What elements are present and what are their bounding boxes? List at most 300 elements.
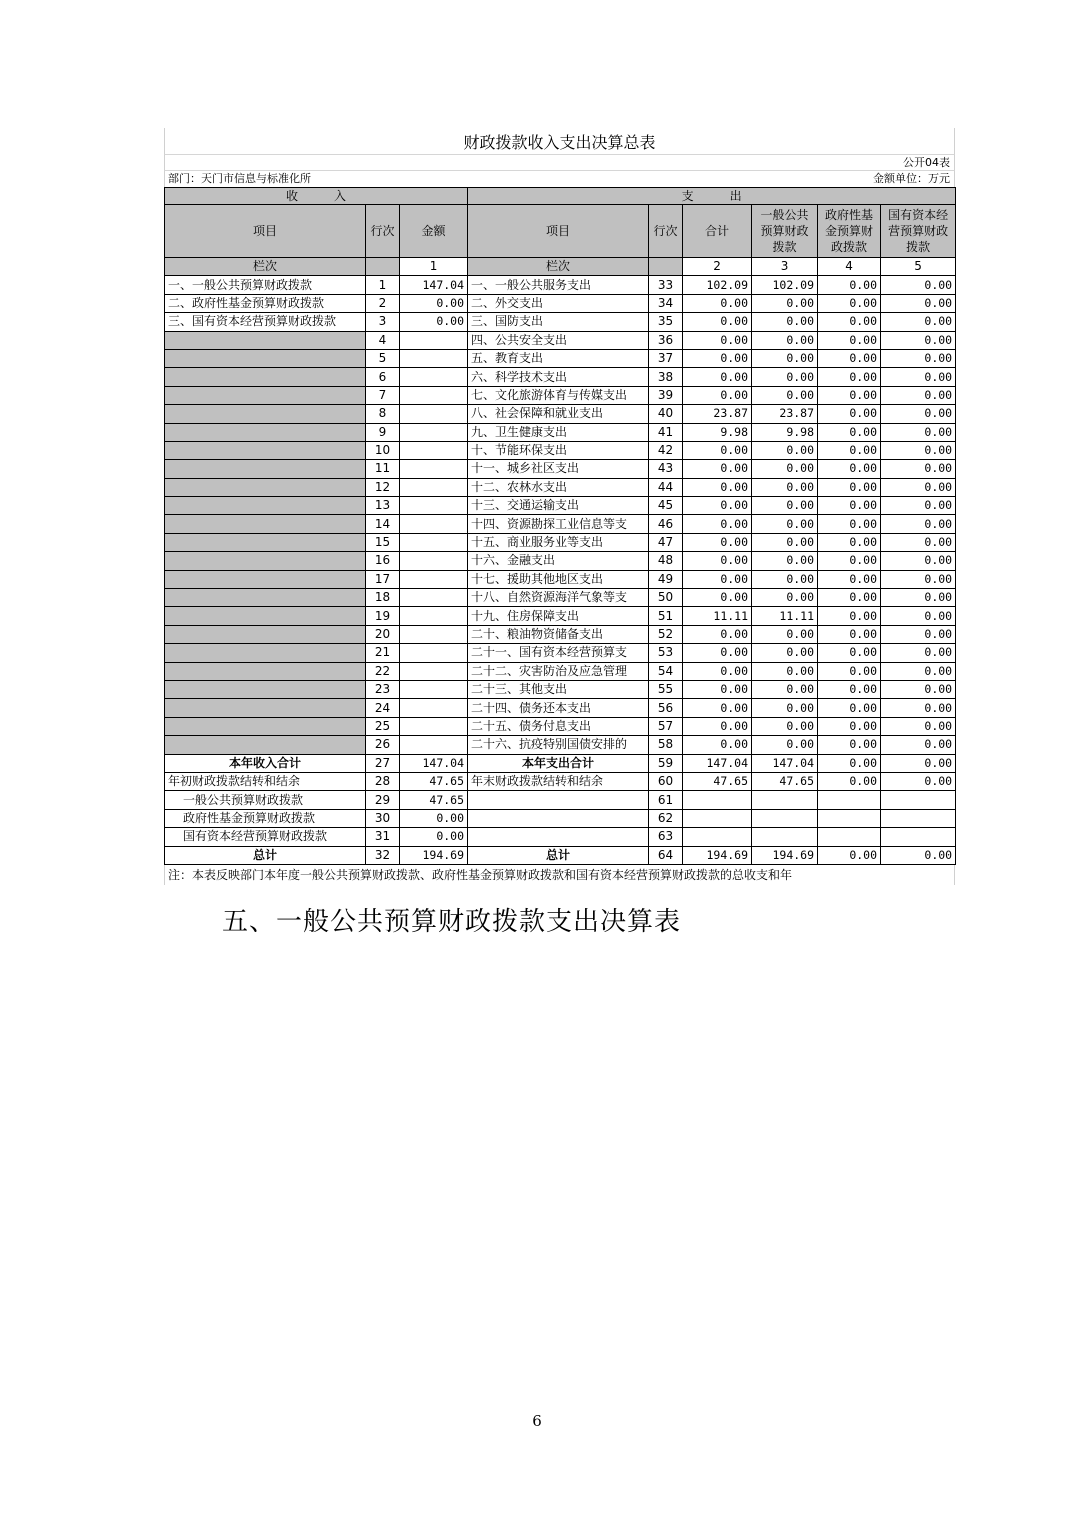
expense-row-no: 50 [649, 589, 683, 607]
expense-row-no: 60 [649, 772, 683, 790]
total-amount [683, 828, 752, 846]
income-amount [400, 570, 468, 588]
income-amount [400, 589, 468, 607]
state-capital-amount: 0.00 [881, 846, 956, 864]
expense-row-no: 59 [649, 754, 683, 772]
table-row [165, 772, 956, 790]
income-row-no: 16 [366, 552, 400, 570]
income-amount: 0.00 [400, 828, 468, 846]
gov-fund-amount: 0.00 [818, 497, 881, 515]
expense-row-no: 48 [649, 552, 683, 570]
expense-item: 二十、粮油物资储备支出 [468, 625, 649, 643]
total-amount: 0.00 [683, 552, 752, 570]
col-total: 合计 [683, 205, 752, 258]
table-row [165, 552, 956, 570]
expense-row-no: 58 [649, 736, 683, 754]
general-budget-amount: 47.65 [752, 772, 818, 790]
expense-item: 七、文化旅游体育与传媒支出 [468, 386, 649, 404]
expense-item: 十六、金融支出 [468, 552, 649, 570]
col-general-budget: 一般公共预算财政拨款 [752, 205, 818, 258]
income-row-no: 5 [366, 349, 400, 367]
expense-row-no: 57 [649, 717, 683, 735]
general-budget-amount [752, 809, 818, 827]
general-budget-amount: 147.04 [752, 754, 818, 772]
table-row [165, 717, 956, 735]
col-index-3: 3 [752, 258, 818, 276]
table-row [165, 570, 956, 588]
department-row [164, 170, 955, 187]
expense-item: 二、外交支出 [468, 294, 649, 312]
page-number: 6 [532, 1412, 542, 1430]
gov-fund-amount: 0.00 [818, 331, 881, 349]
expense-item [468, 809, 649, 827]
income-item: 年初财政拨款结转和结余 [165, 772, 366, 790]
income-row-no: 9 [366, 423, 400, 441]
expense-item: 十二、农林水支出 [468, 478, 649, 496]
expense-row-no: 56 [649, 699, 683, 717]
income-amount: 47.65 [400, 791, 468, 809]
income-row-no: 4 [366, 331, 400, 349]
state-capital-amount [881, 809, 956, 827]
expense-item: 十一、城乡社区支出 [468, 460, 649, 478]
total-amount: 0.00 [683, 386, 752, 404]
table-note: 注：本表反映部门本年度一般公共预算财政拨款、政府性基金预算财政拨款和国有资本经营预算财政拨款的总收支和年 [168, 867, 793, 882]
income-item [165, 699, 366, 717]
col-index-label: 栏次 [165, 258, 366, 276]
income-row-no: 1 [366, 276, 400, 294]
expense-row-no: 47 [649, 533, 683, 551]
table-row [165, 662, 956, 680]
total-amount: 0.00 [683, 699, 752, 717]
income-row-no: 27 [366, 754, 400, 772]
table-title: 财政拨款收入支出决算总表 [463, 133, 656, 152]
income-row-no: 30 [366, 809, 400, 827]
expense-row-no: 49 [649, 570, 683, 588]
col-index-blank [649, 258, 683, 276]
income-amount [400, 662, 468, 680]
income-amount: 47.65 [400, 772, 468, 790]
general-budget-amount: 23.87 [752, 405, 818, 423]
income-row-no: 6 [366, 368, 400, 386]
expense-row-no: 38 [649, 368, 683, 386]
gov-fund-amount: 0.00 [818, 717, 881, 735]
general-budget-amount: 0.00 [752, 386, 818, 404]
table-row [165, 441, 956, 459]
general-budget-amount: 0.00 [752, 331, 818, 349]
income-row-no: 28 [366, 772, 400, 790]
col-index-5: 5 [881, 258, 956, 276]
income-row-no: 17 [366, 570, 400, 588]
expense-row-no: 37 [649, 349, 683, 367]
income-item [165, 552, 366, 570]
col-income-item: 项目 [165, 205, 366, 258]
total-amount: 0.00 [683, 644, 752, 662]
gov-fund-amount [818, 809, 881, 827]
expense-row-no: 33 [649, 276, 683, 294]
income-item: 总计 [165, 846, 366, 864]
total-amount: 47.65 [683, 772, 752, 790]
table-row [165, 276, 956, 294]
form-number-row [164, 154, 955, 170]
col-index-4: 4 [818, 258, 881, 276]
state-capital-amount: 0.00 [881, 331, 956, 349]
income-amount [400, 515, 468, 533]
gov-fund-amount: 0.00 [818, 515, 881, 533]
general-budget-amount: 194.69 [752, 846, 818, 864]
gov-fund-amount: 0.00 [818, 699, 881, 717]
state-capital-amount: 0.00 [881, 460, 956, 478]
expense-item: 一、一般公共服务支出 [468, 276, 649, 294]
expense-item: 本年支出合计 [468, 754, 649, 772]
expense-item: 十、节能环保支出 [468, 441, 649, 459]
state-capital-amount: 0.00 [881, 625, 956, 643]
income-item [165, 607, 366, 625]
state-capital-amount: 0.00 [881, 772, 956, 790]
expense-item: 九、卫生健康支出 [468, 423, 649, 441]
state-capital-amount [881, 828, 956, 846]
total-amount: 0.00 [683, 515, 752, 533]
state-capital-amount: 0.00 [881, 533, 956, 551]
state-capital-amount: 0.00 [881, 699, 956, 717]
general-budget-amount: 9.98 [752, 423, 818, 441]
expense-row-no: 44 [649, 478, 683, 496]
gov-fund-amount: 0.00 [818, 405, 881, 423]
income-amount [400, 497, 468, 515]
general-budget-amount: 0.00 [752, 644, 818, 662]
total-amount: 0.00 [683, 570, 752, 588]
state-capital-amount: 0.00 [881, 589, 956, 607]
total-amount: 147.04 [683, 754, 752, 772]
total-amount: 102.09 [683, 276, 752, 294]
income-row-no: 24 [366, 699, 400, 717]
general-budget-amount: 0.00 [752, 441, 818, 459]
table-row [165, 644, 956, 662]
gov-fund-amount: 0.00 [818, 644, 881, 662]
income-row-no: 25 [366, 717, 400, 735]
total-amount [683, 809, 752, 827]
income-amount [400, 460, 468, 478]
general-budget-amount [752, 791, 818, 809]
income-amount [400, 607, 468, 625]
income-item [165, 478, 366, 496]
unit-label: 金额单位：万元 [873, 172, 950, 185]
gov-fund-amount: 0.00 [818, 589, 881, 607]
table-row [165, 791, 956, 809]
total-amount: 0.00 [683, 368, 752, 386]
income-amount [400, 552, 468, 570]
income-row-no: 26 [366, 736, 400, 754]
income-item [165, 441, 366, 459]
general-budget-amount: 0.00 [752, 313, 818, 331]
col-index-blank [366, 258, 400, 276]
table-row [165, 405, 956, 423]
expense-item: 十七、援助其他地区支出 [468, 570, 649, 588]
table-row [165, 313, 956, 331]
state-capital-amount: 0.00 [881, 515, 956, 533]
state-capital-amount: 0.00 [881, 736, 956, 754]
general-budget-amount: 0.00 [752, 680, 818, 698]
income-item [165, 644, 366, 662]
expense-row-no: 45 [649, 497, 683, 515]
general-budget-amount: 0.00 [752, 349, 818, 367]
income-amount: 0.00 [400, 294, 468, 312]
total-amount: 0.00 [683, 441, 752, 459]
income-row-no: 11 [366, 460, 400, 478]
total-amount: 0.00 [683, 717, 752, 735]
income-item [165, 662, 366, 680]
income-item [165, 331, 366, 349]
income-item [165, 386, 366, 404]
expense-row-no: 35 [649, 313, 683, 331]
income-row-no: 20 [366, 625, 400, 643]
expense-item: 二十二、灾害防治及应急管理 [468, 662, 649, 680]
table-row [165, 515, 956, 533]
gov-fund-amount: 0.00 [818, 754, 881, 772]
total-amount: 194.69 [683, 846, 752, 864]
total-amount: 0.00 [683, 313, 752, 331]
col-income-amount: 金额 [400, 205, 468, 258]
general-budget-amount: 0.00 [752, 460, 818, 478]
gov-fund-amount: 0.00 [818, 625, 881, 643]
column-index-row [165, 258, 956, 276]
expense-row-no: 36 [649, 331, 683, 349]
expense-item: 四、公共安全支出 [468, 331, 649, 349]
income-row-no: 12 [366, 478, 400, 496]
col-index-1: 1 [400, 258, 468, 276]
gov-fund-amount: 0.00 [818, 460, 881, 478]
total-amount: 11.11 [683, 607, 752, 625]
income-row-no: 21 [366, 644, 400, 662]
table-row [165, 625, 956, 643]
general-budget-amount: 11.11 [752, 607, 818, 625]
expense-item: 二十一、国有资本经营预算支 [468, 644, 649, 662]
income-item [165, 368, 366, 386]
expense-item [468, 791, 649, 809]
column-header-row [165, 205, 956, 258]
income-item: 国有资本经营预算财政拨款 [165, 828, 366, 846]
fiscal-appropriation-summary-sheet [164, 128, 955, 885]
income-row-no: 18 [366, 589, 400, 607]
income-item [165, 680, 366, 698]
state-capital-amount: 0.00 [881, 441, 956, 459]
expense-row-no: 51 [649, 607, 683, 625]
income-item [165, 625, 366, 643]
expense-item: 二十六、抗疫特别国债安排的 [468, 736, 649, 754]
col-gov-fund: 政府性基金预算财政拨款 [818, 205, 881, 258]
income-amount [400, 386, 468, 404]
section-header-row [165, 188, 956, 205]
general-budget-amount: 0.00 [752, 570, 818, 588]
general-budget-amount: 0.00 [752, 294, 818, 312]
state-capital-amount: 0.00 [881, 607, 956, 625]
income-item [165, 736, 366, 754]
income-amount [400, 423, 468, 441]
expense-item: 十八、自然资源海洋气象等支 [468, 589, 649, 607]
expense-item: 五、教育支出 [468, 349, 649, 367]
general-budget-amount: 0.00 [752, 589, 818, 607]
total-amount: 0.00 [683, 736, 752, 754]
total-amount: 9.98 [683, 423, 752, 441]
income-amount [400, 405, 468, 423]
table-title-row [164, 128, 955, 154]
table-row [165, 589, 956, 607]
income-item [165, 570, 366, 588]
expense-row-no: 52 [649, 625, 683, 643]
table-row [165, 331, 956, 349]
table-note-row [164, 865, 955, 885]
general-budget-amount: 0.00 [752, 662, 818, 680]
expense-row-no: 62 [649, 809, 683, 827]
income-amount [400, 717, 468, 735]
expense-row-no: 64 [649, 846, 683, 864]
general-budget-amount: 102.09 [752, 276, 818, 294]
expense-item: 二十三、其他支出 [468, 680, 649, 698]
expense-row-no: 54 [649, 662, 683, 680]
income-amount [400, 644, 468, 662]
expense-row-no: 34 [649, 294, 683, 312]
state-capital-amount: 0.00 [881, 644, 956, 662]
income-row-no: 2 [366, 294, 400, 312]
gov-fund-amount: 0.00 [818, 294, 881, 312]
table-row [165, 809, 956, 827]
expense-section-header: 支 出 [468, 188, 956, 205]
table-row [165, 497, 956, 515]
income-row-no: 23 [366, 680, 400, 698]
section-heading: 五、一般公共预算财政拨款支出决算表 [222, 907, 682, 937]
state-capital-amount: 0.00 [881, 386, 956, 404]
income-row-no: 7 [366, 386, 400, 404]
gov-fund-amount: 0.00 [818, 680, 881, 698]
income-amount [400, 625, 468, 643]
state-capital-amount: 0.00 [881, 680, 956, 698]
income-item [165, 349, 366, 367]
general-budget-amount: 0.00 [752, 552, 818, 570]
state-capital-amount: 0.00 [881, 423, 956, 441]
gov-fund-amount: 0.00 [818, 313, 881, 331]
expense-row-no: 41 [649, 423, 683, 441]
table-row [165, 533, 956, 551]
expense-item [468, 828, 649, 846]
income-amount [400, 680, 468, 698]
col-income-row-no: 行次 [366, 205, 400, 258]
expense-item: 十三、交通运输支出 [468, 497, 649, 515]
table-row [165, 736, 956, 754]
income-item [165, 497, 366, 515]
expense-item: 八、社会保障和就业支出 [468, 405, 649, 423]
state-capital-amount: 0.00 [881, 552, 956, 570]
income-row-no: 14 [366, 515, 400, 533]
gov-fund-amount: 0.00 [818, 662, 881, 680]
general-budget-amount: 0.00 [752, 717, 818, 735]
expense-row-no: 42 [649, 441, 683, 459]
income-item: 政府性基金预算财政拨款 [165, 809, 366, 827]
total-amount: 0.00 [683, 625, 752, 643]
expense-row-no: 39 [649, 386, 683, 404]
income-amount [400, 368, 468, 386]
expense-row-no: 55 [649, 680, 683, 698]
table-row [165, 294, 956, 312]
state-capital-amount: 0.00 [881, 276, 956, 294]
total-amount: 23.87 [683, 405, 752, 423]
expense-item: 二十四、债务还本支出 [468, 699, 649, 717]
income-row-no: 22 [366, 662, 400, 680]
total-amount [683, 791, 752, 809]
total-amount: 0.00 [683, 680, 752, 698]
table-row [165, 699, 956, 717]
income-row-no: 31 [366, 828, 400, 846]
col-expense-row-no: 行次 [649, 205, 683, 258]
expense-item: 总计 [468, 846, 649, 864]
table-row [165, 478, 956, 496]
state-capital-amount: 0.00 [881, 754, 956, 772]
expense-item: 三、国防支出 [468, 313, 649, 331]
state-capital-amount: 0.00 [881, 478, 956, 496]
state-capital-amount: 0.00 [881, 349, 956, 367]
total-amount: 0.00 [683, 478, 752, 496]
income-item [165, 533, 366, 551]
state-capital-amount: 0.00 [881, 662, 956, 680]
total-amount: 0.00 [683, 294, 752, 312]
gov-fund-amount [818, 828, 881, 846]
expense-item: 二十五、债务付息支出 [468, 717, 649, 735]
income-row-no: 3 [366, 313, 400, 331]
income-row-no: 13 [366, 497, 400, 515]
department-label: 部门：天门市信息与标准化所 [168, 172, 311, 185]
gov-fund-amount: 0.00 [818, 368, 881, 386]
income-row-no: 15 [366, 533, 400, 551]
income-row-no: 10 [366, 441, 400, 459]
total-amount: 0.00 [683, 662, 752, 680]
income-item [165, 423, 366, 441]
income-item [165, 405, 366, 423]
state-capital-amount: 0.00 [881, 497, 956, 515]
income-item: 本年收入合计 [165, 754, 366, 772]
col-state-capital: 国有资本经营预算财政拨款 [881, 205, 956, 258]
state-capital-amount [881, 791, 956, 809]
gov-fund-amount: 0.00 [818, 533, 881, 551]
income-amount: 194.69 [400, 846, 468, 864]
income-amount: 0.00 [400, 809, 468, 827]
table-row [165, 754, 956, 772]
total-amount: 0.00 [683, 331, 752, 349]
total-amount: 0.00 [683, 349, 752, 367]
col-index-2: 2 [683, 258, 752, 276]
expense-item: 十九、住房保障支出 [468, 607, 649, 625]
expense-item: 六、科学技术支出 [468, 368, 649, 386]
table-row [165, 349, 956, 367]
income-item [165, 460, 366, 478]
gov-fund-amount: 0.00 [818, 772, 881, 790]
general-budget-amount: 0.00 [752, 497, 818, 515]
gov-fund-amount: 0.00 [818, 349, 881, 367]
general-budget-amount: 0.00 [752, 625, 818, 643]
expense-item: 十四、资源勘探工业信息等支 [468, 515, 649, 533]
general-budget-amount: 0.00 [752, 515, 818, 533]
col-index-label: 栏次 [468, 258, 649, 276]
general-budget-amount: 0.00 [752, 368, 818, 386]
gov-fund-amount: 0.00 [818, 276, 881, 294]
income-amount: 0.00 [400, 313, 468, 331]
total-amount: 0.00 [683, 460, 752, 478]
state-capital-amount: 0.00 [881, 294, 956, 312]
total-amount: 0.00 [683, 533, 752, 551]
expense-row-no: 46 [649, 515, 683, 533]
income-item: 一、一般公共预算财政拨款 [165, 276, 366, 294]
general-budget-amount: 0.00 [752, 736, 818, 754]
table-row [165, 828, 956, 846]
gov-fund-amount: 0.00 [818, 736, 881, 754]
income-amount [400, 441, 468, 459]
